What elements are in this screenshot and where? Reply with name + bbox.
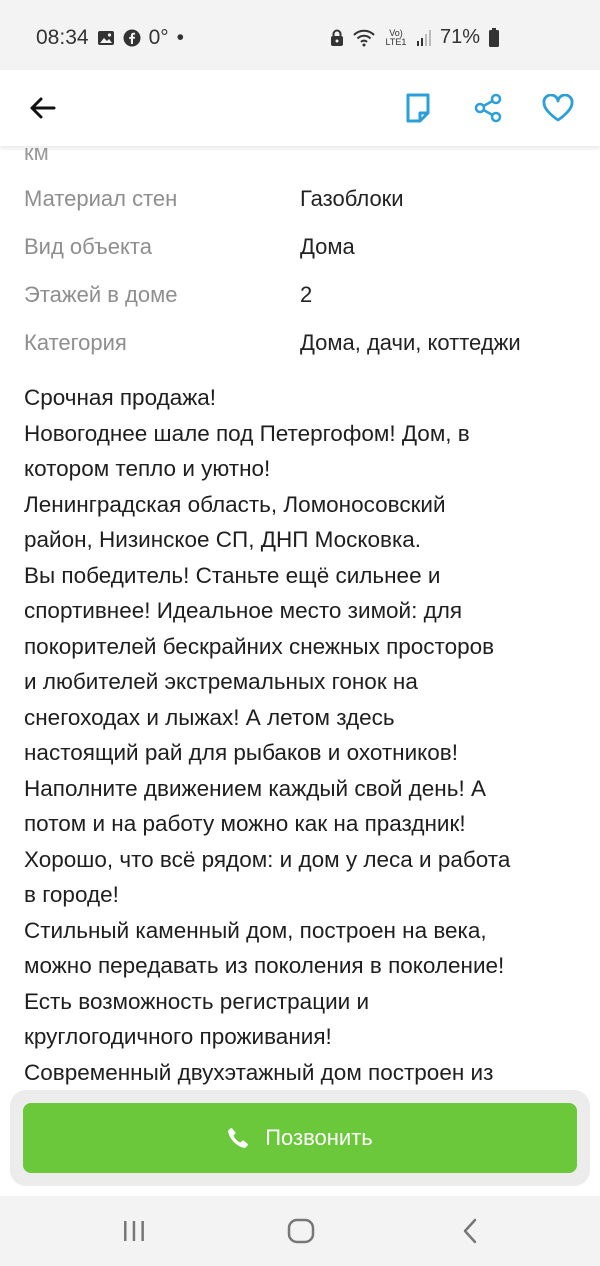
description-line: можно передавать из поколения в поколение! bbox=[24, 953, 505, 978]
lock-icon bbox=[330, 29, 344, 47]
note-icon[interactable] bbox=[402, 92, 434, 124]
status-right bbox=[330, 26, 500, 49]
description-line: Есть возможность регистрации и bbox=[24, 988, 370, 1014]
description-line: Хорошо, что всё рядом: и дом у леса и работа bbox=[24, 846, 511, 872]
recent-apps-icon[interactable] bbox=[116, 1214, 152, 1248]
description-line: Стильный каменный дом, построен на века, bbox=[24, 917, 487, 943]
listing-content bbox=[0, 146, 600, 1196]
description-line: настоящий рай для рыбаков и охотников! bbox=[24, 740, 458, 765]
navigation-bar bbox=[0, 1196, 600, 1266]
description-line: Новогоднее шале под Петергофом! Дом, в bbox=[24, 420, 470, 446]
description-line: Срочная продажа! bbox=[24, 385, 217, 410]
heart-icon[interactable] bbox=[542, 92, 574, 124]
phone-icon bbox=[227, 1127, 249, 1149]
description-line: котором тепло и уютно! bbox=[24, 456, 271, 481]
call-button[interactable] bbox=[23, 1103, 577, 1173]
home-icon[interactable] bbox=[283, 1214, 319, 1248]
description-line: район, Низинское СП, ДНП Московка. bbox=[24, 527, 422, 552]
spec-label: Вид объекта bbox=[24, 234, 152, 259]
spec-value: Газоблоки bbox=[300, 186, 404, 211]
battery-icon bbox=[488, 28, 500, 48]
status-time: 08:34 bbox=[36, 26, 89, 49]
partial-spec-row: км bbox=[24, 146, 49, 165]
gallery-icon bbox=[97, 30, 115, 46]
call-button-label: Позвонить bbox=[265, 1125, 373, 1150]
spec-value: Дома bbox=[300, 234, 355, 259]
description-line: Ленинградская область, Ломоносовский bbox=[24, 491, 446, 517]
status-bar bbox=[0, 0, 600, 70]
description-line: круглогодичного проживания! bbox=[24, 1024, 332, 1049]
facebook-icon bbox=[123, 29, 141, 47]
spec-label: Категория bbox=[24, 330, 127, 355]
spec-value: 2 bbox=[300, 282, 313, 307]
share-icon[interactable] bbox=[472, 92, 504, 124]
call-panel bbox=[10, 1090, 590, 1186]
status-left bbox=[36, 26, 184, 50]
spec-label: Этажей в доме bbox=[24, 282, 178, 307]
back-arrow-icon[interactable] bbox=[26, 92, 58, 124]
description-line: снегоходах и лыжах! А летом здесь bbox=[24, 704, 395, 730]
wifi-icon bbox=[352, 29, 376, 47]
temperature: 0° bbox=[148, 26, 169, 49]
network-label: Vo) LTE1 bbox=[385, 27, 407, 47]
status-dot: • bbox=[176, 26, 184, 49]
description-line: Наполните движением каждый свой день! А bbox=[24, 775, 486, 801]
spec-label: Материал стен bbox=[24, 186, 178, 211]
signal-icon bbox=[416, 29, 432, 47]
description-line: Вы победитель! Станьте ещё сильнее и bbox=[24, 562, 441, 588]
description-line: потом и на работу можно как на праздник! bbox=[24, 811, 466, 836]
description-text bbox=[24, 380, 580, 1126]
battery-percent: 71% bbox=[439, 26, 480, 48]
description-line: спортивнее! Идеальное место зимой: для bbox=[24, 598, 463, 623]
description-line: в городе! bbox=[24, 882, 119, 907]
spec-value: Дома, дачи, коттеджи bbox=[300, 330, 521, 355]
description-line: Современный двухэтажный дом построен из bbox=[24, 1059, 494, 1085]
back-icon[interactable] bbox=[452, 1214, 488, 1248]
app-bar bbox=[0, 70, 600, 146]
description-line: покорителей бескрайних снежных просторов bbox=[24, 633, 495, 659]
description-line: и любителей экстремальных гонок на bbox=[24, 669, 418, 694]
